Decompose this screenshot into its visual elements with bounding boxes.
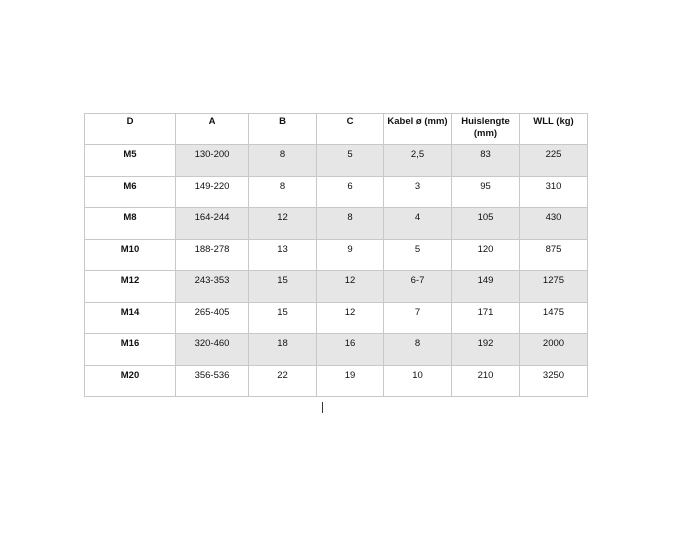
cell-wll: 225 (520, 145, 588, 177)
cell-wll: 1275 (520, 271, 588, 303)
cell-c: 12 (317, 302, 384, 334)
cell-housing-length: 83 (452, 145, 520, 177)
table-row (85, 176, 588, 208)
cell-housing-length: 149 (452, 271, 520, 303)
cell-size: M6 (85, 176, 176, 208)
header-cell-c: C (317, 114, 384, 145)
cell-cable-diameter: 3 (384, 176, 452, 208)
cell-wll: 2000 (520, 334, 588, 366)
table-row (85, 239, 588, 271)
cell-wll: 430 (520, 208, 588, 240)
cell-housing-length: 192 (452, 334, 520, 366)
header-cell-wll: WLL (kg) (520, 114, 588, 145)
header-cell-d: D (85, 114, 176, 145)
cell-c: 16 (317, 334, 384, 366)
header-cell-b: B (249, 114, 317, 145)
cell-size: M5 (85, 145, 176, 177)
table-row (85, 208, 588, 240)
cell-b: 8 (249, 176, 317, 208)
cell-cable-diameter: 10 (384, 365, 452, 397)
header-cell-a: A (176, 114, 249, 145)
cell-b: 15 (249, 271, 317, 303)
cell-size: M8 (85, 208, 176, 240)
cell-housing-length: 210 (452, 365, 520, 397)
cell-wll: 310 (520, 176, 588, 208)
cell-c: 9 (317, 239, 384, 271)
cell-a: 320-460 (176, 334, 249, 366)
cell-b: 22 (249, 365, 317, 397)
cell-a: 130-200 (176, 145, 249, 177)
table-row (85, 145, 588, 177)
cell-a: 265-405 (176, 302, 249, 334)
cell-b: 12 (249, 208, 317, 240)
table-row (85, 302, 588, 334)
cell-a: 188-278 (176, 239, 249, 271)
table-row (85, 365, 588, 397)
cell-size: M16 (85, 334, 176, 366)
cell-a: 243-353 (176, 271, 249, 303)
cell-a: 164-244 (176, 208, 249, 240)
cell-a: 149-220 (176, 176, 249, 208)
cell-housing-length: 105 (452, 208, 520, 240)
cell-size: M12 (85, 271, 176, 303)
cell-housing-length: 120 (452, 239, 520, 271)
cell-cable-diameter: 2,5 (384, 145, 452, 177)
cell-cable-diameter: 6-7 (384, 271, 452, 303)
cell-b: 18 (249, 334, 317, 366)
cell-c: 19 (317, 365, 384, 397)
header-cell-housing-length: Huislengte (mm) (452, 114, 520, 145)
spec-table (84, 113, 588, 397)
cell-b: 13 (249, 239, 317, 271)
cell-cable-diameter: 5 (384, 239, 452, 271)
cell-size: M20 (85, 365, 176, 397)
text-cursor[interactable] (322, 402, 323, 413)
cell-size: M10 (85, 239, 176, 271)
cell-cable-diameter: 8 (384, 334, 452, 366)
cell-c: 6 (317, 176, 384, 208)
cell-c: 8 (317, 208, 384, 240)
table-row (85, 334, 588, 366)
cell-a: 356-536 (176, 365, 249, 397)
cell-size: M14 (85, 302, 176, 334)
cell-b: 15 (249, 302, 317, 334)
header-row (85, 114, 588, 145)
cell-cable-diameter: 4 (384, 208, 452, 240)
cell-c: 12 (317, 271, 384, 303)
table-row (85, 271, 588, 303)
header-cell-cable-diameter: Kabel ø (mm) (384, 114, 452, 145)
cell-c: 5 (317, 145, 384, 177)
cell-cable-diameter: 7 (384, 302, 452, 334)
cell-wll: 1475 (520, 302, 588, 334)
cell-b: 8 (249, 145, 317, 177)
cell-wll: 875 (520, 239, 588, 271)
cell-housing-length: 95 (452, 176, 520, 208)
cell-wll: 3250 (520, 365, 588, 397)
cell-housing-length: 171 (452, 302, 520, 334)
